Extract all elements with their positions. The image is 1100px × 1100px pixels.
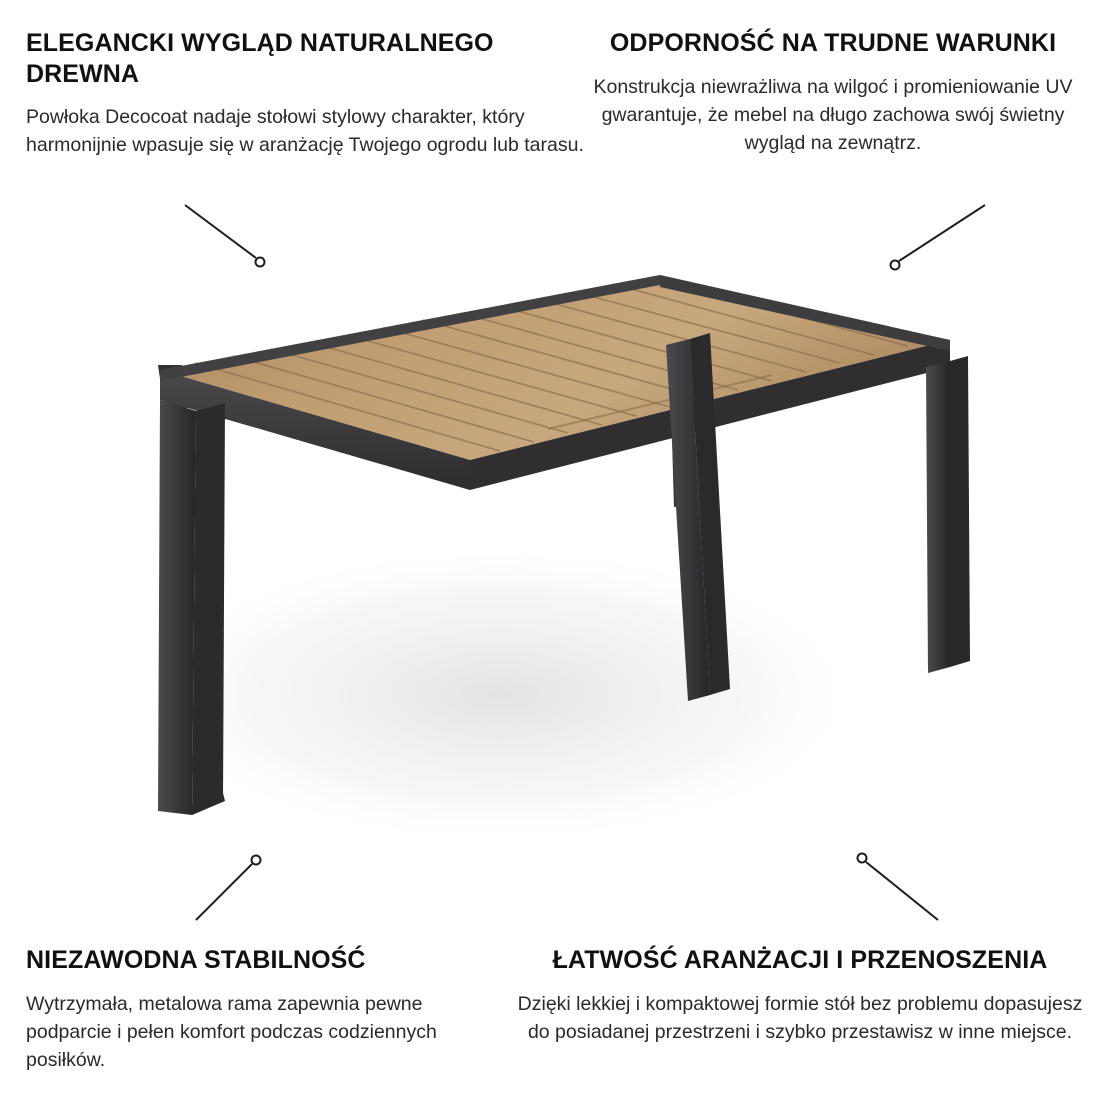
- feature-weather-resistance: [588, 28, 1078, 158]
- feature-body: Wytrzymała, metalowa rama zapewnia pewne podparcie i pełen komfort podczas codziennych posiłków.: [26, 992, 437, 1072]
- feature-body: Konstrukcja niewrażliwa na wilgoć i promieniowanie UV gwarantuje, że mebel na długo zachowa swój świetny wygląd na zewnątrz.: [593, 75, 1073, 155]
- feature-reliable-stability: [26, 945, 496, 1075]
- feature-title: ODPORNOŚĆ NA TRUDNE WARUNKI: [609, 29, 1057, 57]
- feature-elegant-wood-look: [26, 28, 586, 160]
- table-top: [160, 275, 950, 490]
- feature-title: ŁATWOŚĆ ARANŻACJI I PRZENOSZENIA: [552, 946, 1048, 974]
- feature-title: ELEGANCKI WYGLĄD NATURALNEGO DREWNA: [26, 29, 494, 88]
- feature-body: Powłoka Decocoat nadaje stołowi stylowy charakter, który harmonijnie wpasuje się w aranżację Twojego ogrodu lub tarasu.: [26, 106, 584, 157]
- feature-title: NIEZAWODNA STABILNOŚĆ: [26, 946, 366, 974]
- feature-body: Dzięki lekkiej i kompaktowej formie stół bez problemu dopasujesz do posiadanej przestrzeni i szybko przestawisz w inne miejsce.: [517, 992, 1083, 1043]
- table-leg-front-left: [158, 400, 225, 815]
- floor-shadow: [140, 545, 860, 845]
- table-leg-back-far-right: [926, 356, 970, 673]
- garden-table-illustration: [70, 215, 1030, 875]
- feature-easy-arrangement: [510, 945, 1090, 1046]
